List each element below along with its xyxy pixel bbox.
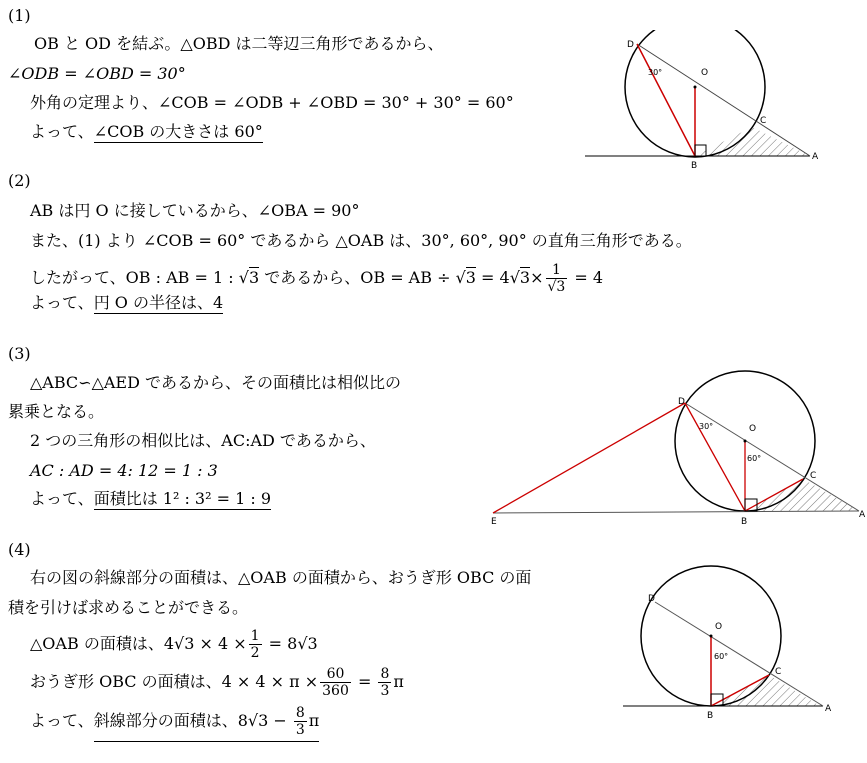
tangent-line <box>493 511 859 513</box>
s2-l3-e: = 4√ <box>475 268 520 287</box>
s4-3-den: 3 <box>380 683 390 699</box>
label-C: C <box>760 116 767 126</box>
label-D: D <box>627 40 634 50</box>
s4-l4-b: = <box>352 672 377 691</box>
s2-line-1: AB は円 O に接しているから、∠OBA = 90° <box>30 201 360 220</box>
s2-l3-rad3: 3 <box>519 268 531 287</box>
s2-line-2: また、(1) より ∠COB = 60° であるから △OAB は、30°, 60°, 90° の直角三角形である。 <box>30 231 692 250</box>
angle-60: 60° <box>747 454 762 463</box>
segment-ED <box>493 403 685 513</box>
center-dot <box>694 86 697 89</box>
s2-l3-a: したがって、OB : AB = 1 : √ <box>30 268 249 287</box>
s4-half-den: 2 <box>250 645 260 661</box>
label-C: C <box>775 667 782 677</box>
s4-answer-b: π <box>308 711 320 730</box>
label-O: O <box>715 622 723 632</box>
s2-fraction <box>546 262 568 295</box>
s3-line-2: 累乗となる。 <box>8 402 105 421</box>
s3-answer: 面積比は 1² : 3² = 1 : 9 <box>93 489 272 508</box>
secant-line <box>685 403 859 511</box>
center-dot <box>710 635 713 638</box>
s4-line-1: 右の図の斜線部分の面積は、△OAB の面積から、おうぎ形 OBC の面 <box>30 568 532 587</box>
s3-line-4: AC : AD = 4: 12 = 1 : 3 <box>30 461 218 480</box>
secant-line <box>637 44 810 156</box>
s4-line-4 <box>30 666 404 699</box>
s1-conclusion-prefix: よって、 <box>30 122 94 141</box>
s4-l4-c: π <box>393 672 404 691</box>
s4-8-num: 8 <box>380 666 390 682</box>
s2-l3-c: であるから、OB = AB ÷ √ <box>259 268 466 287</box>
hatched-region <box>695 127 810 156</box>
label-D: D <box>678 397 685 407</box>
figure-3 <box>615 565 867 725</box>
segment-DB <box>685 403 745 511</box>
s2-line-3 <box>30 262 603 295</box>
s2-l3-rad1: 3 <box>248 268 260 287</box>
s1-line-1: OB と OD を結ぶ。△OBD は二等辺三角形であるから、 <box>34 34 444 53</box>
s4-answer <box>94 705 320 742</box>
angle-30: 30° <box>699 422 714 431</box>
s2-line-4 <box>30 293 223 313</box>
label-C: C <box>810 471 817 481</box>
s2-conclusion-prefix: よって、 <box>30 293 94 312</box>
s2-frac-num: 1 <box>546 262 568 279</box>
s4-360-den: 360 <box>322 683 349 699</box>
label-A: A <box>825 704 832 714</box>
center-dot <box>744 440 747 443</box>
s2-frac-den: √3 <box>547 279 566 295</box>
s4-line-3 <box>30 628 318 661</box>
segment-DB <box>637 44 695 156</box>
label-B: B <box>691 161 698 170</box>
label-A: A <box>812 152 819 162</box>
section-4-header: (4) <box>8 540 31 559</box>
hatched-region <box>745 479 859 511</box>
s4-l4-a: おうぎ形 OBC の面積は、4 × 4 × π × <box>30 672 319 691</box>
angle-60: 60° <box>714 652 729 661</box>
s4-fraction-8-3 <box>378 666 391 699</box>
label-A: A <box>859 510 866 520</box>
s4-line-2: 積を引けば求めることができる。 <box>8 598 249 617</box>
s4-l3-b: = 8√3 <box>263 634 318 653</box>
s2-answer: 円 O の半径は、4 <box>93 293 224 312</box>
figure-2 <box>485 365 867 535</box>
s4-answer-a: 斜線部分の面積は、8√3 − <box>93 711 292 730</box>
s1-answer: ∠COB の大きさは 60° <box>93 122 263 141</box>
s4-line-5 <box>30 705 319 742</box>
s4-ans-den: 3 <box>295 722 305 738</box>
s4-half-num: 1 <box>250 628 260 644</box>
s4-answer-fraction <box>294 705 307 738</box>
section-2-header: (2) <box>8 171 31 190</box>
s3-conclusion-prefix: よって、 <box>30 489 94 508</box>
label-B: B <box>707 711 714 721</box>
label-O: O <box>749 424 757 434</box>
s2-l3-rad2: 3 <box>465 268 476 287</box>
s1-line-3: 外角の定理より、∠COB = ∠ODB + ∠OBD = 30° + 30° = 60° <box>30 93 514 112</box>
angle-30: 30° <box>648 68 663 77</box>
label-D: D <box>648 594 655 604</box>
s2-l3-g: × <box>530 268 544 287</box>
s4-ans-num: 8 <box>295 705 305 721</box>
s3-line-1: △ABC∽△AED であるから、その面積比は相似比の <box>30 373 402 392</box>
s2-l3-h: = 4 <box>569 268 604 287</box>
label-B: B <box>741 517 748 527</box>
s4-fraction-half <box>249 628 262 661</box>
section-3-header: (3) <box>8 344 31 363</box>
label-O: O <box>701 68 709 78</box>
section-1-header: (1) <box>8 6 31 25</box>
s4-l3-a: △OAB の面積は、4√3 × 4 × <box>30 634 247 653</box>
s1-line-4 <box>30 122 263 142</box>
s3-line-3: 2 つの三角形の相似比は、AC:AD であるから、 <box>30 431 376 450</box>
s4-60-num: 60 <box>320 666 351 683</box>
figure-1 <box>580 30 825 170</box>
s1-line-2: ∠ODB = ∠OBD = 30° <box>8 64 186 83</box>
label-E: E <box>491 517 497 527</box>
s3-line-5 <box>30 489 271 509</box>
s4-conclusion-prefix: よって、 <box>30 711 94 730</box>
s4-fraction-60-360 <box>320 666 351 699</box>
